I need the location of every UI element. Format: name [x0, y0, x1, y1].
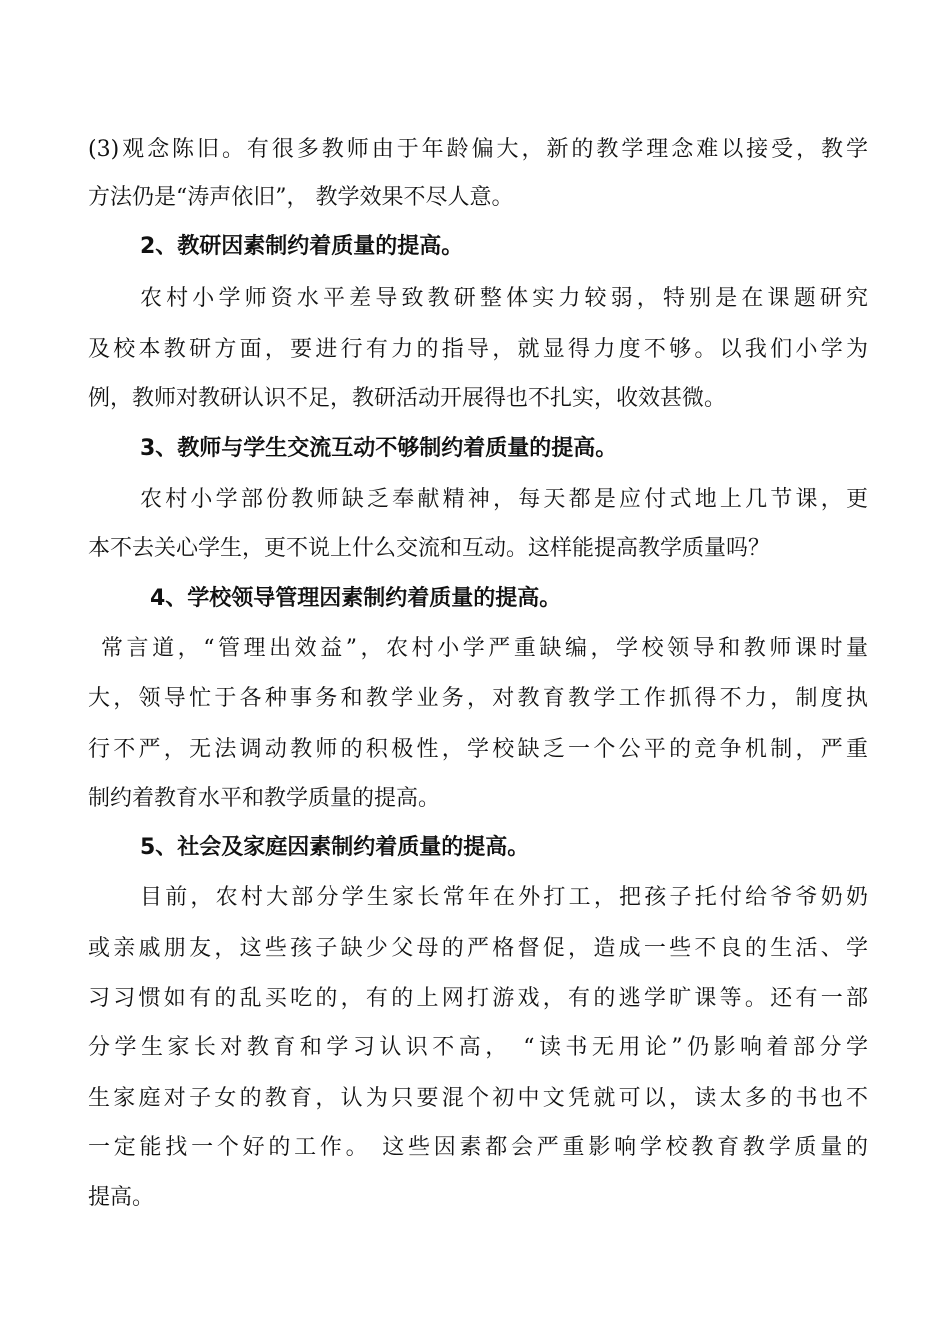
paragraph-line: 及校本教研方面，要进行有力的指导，就显得力度不够。以我们小学为 [88, 337, 868, 362]
section-heading: 5、社会及家庭因素制约着质量的提高。 [140, 835, 530, 860]
paragraph-line: 大，领导忙于各种事务和教学业务，对教育教学工作抓得不力，制度执 [88, 686, 868, 711]
paragraph-line: 行不严，无法调动教师的积极性，学校缺乏一个公平的竞争机制，严重 [88, 737, 868, 762]
section-heading: 4、学校领导管理因素制约着质量的提高。 [150, 586, 562, 611]
paragraph-line: 目前，农村大部分学生家长常年在外打工，把孩子托付给爷爷奶奶 [140, 885, 868, 910]
paragraph-line: 提高。 [88, 1185, 155, 1210]
paragraph-line: 常言道，“管理出效益”，农村小学严重缺编，学校领导和教师课时量 [101, 636, 868, 661]
section-heading: 3、教师与学生交流互动不够制约着质量的提高。 [140, 436, 618, 461]
section-heading: 2、教研因素制约着质量的提高。 [140, 234, 464, 259]
paragraph-line: 习习惯如有的乱买吃的，有的上网打游戏，有的逃学旷课等。还有一部 [88, 986, 868, 1011]
paragraph-line: 方法仍是“涛声依旧”， 教学效果不尽人意。 [88, 185, 514, 210]
paragraph-line: 例，教师对教研认识不足，教研活动开展得也不扎实，收效甚微。 [88, 386, 727, 411]
paragraph-line: 制约着教育水平和教学质量的提高。 [88, 786, 441, 811]
paragraph-line: (3)观念陈旧。有很多教师由于年龄偏大，新的教学理念难以接受，教学 [88, 137, 868, 162]
paragraph-line: 本不去关心学生，更不说上什么交流和互动。这样能提高教学质量吗？ [88, 536, 771, 561]
paragraph-line: 一定能找一个好的工作。 这些因素都会严重影响学校教育教学质量的 [88, 1135, 868, 1160]
paragraph-line: 生家庭对子女的教育，认为只要混个初中文凭就可以，读太多的书也不 [88, 1086, 868, 1111]
paragraph-line: 或亲戚朋友，这些孩子缺少父母的严格督促，造成一些不良的生活、学 [88, 936, 868, 961]
paragraph-line: 农村小学师资水平差导致教研整体实力较弱，特别是在课题研究 [140, 286, 868, 311]
paragraph-line: 农村小学部份教师缺乏奉献精神，每天都是应付式地上几节课，更 [140, 487, 868, 512]
paragraph-line: 分学生家长对教育和学习认识不高， “读书无用论”仍影响着部分学 [88, 1035, 868, 1060]
